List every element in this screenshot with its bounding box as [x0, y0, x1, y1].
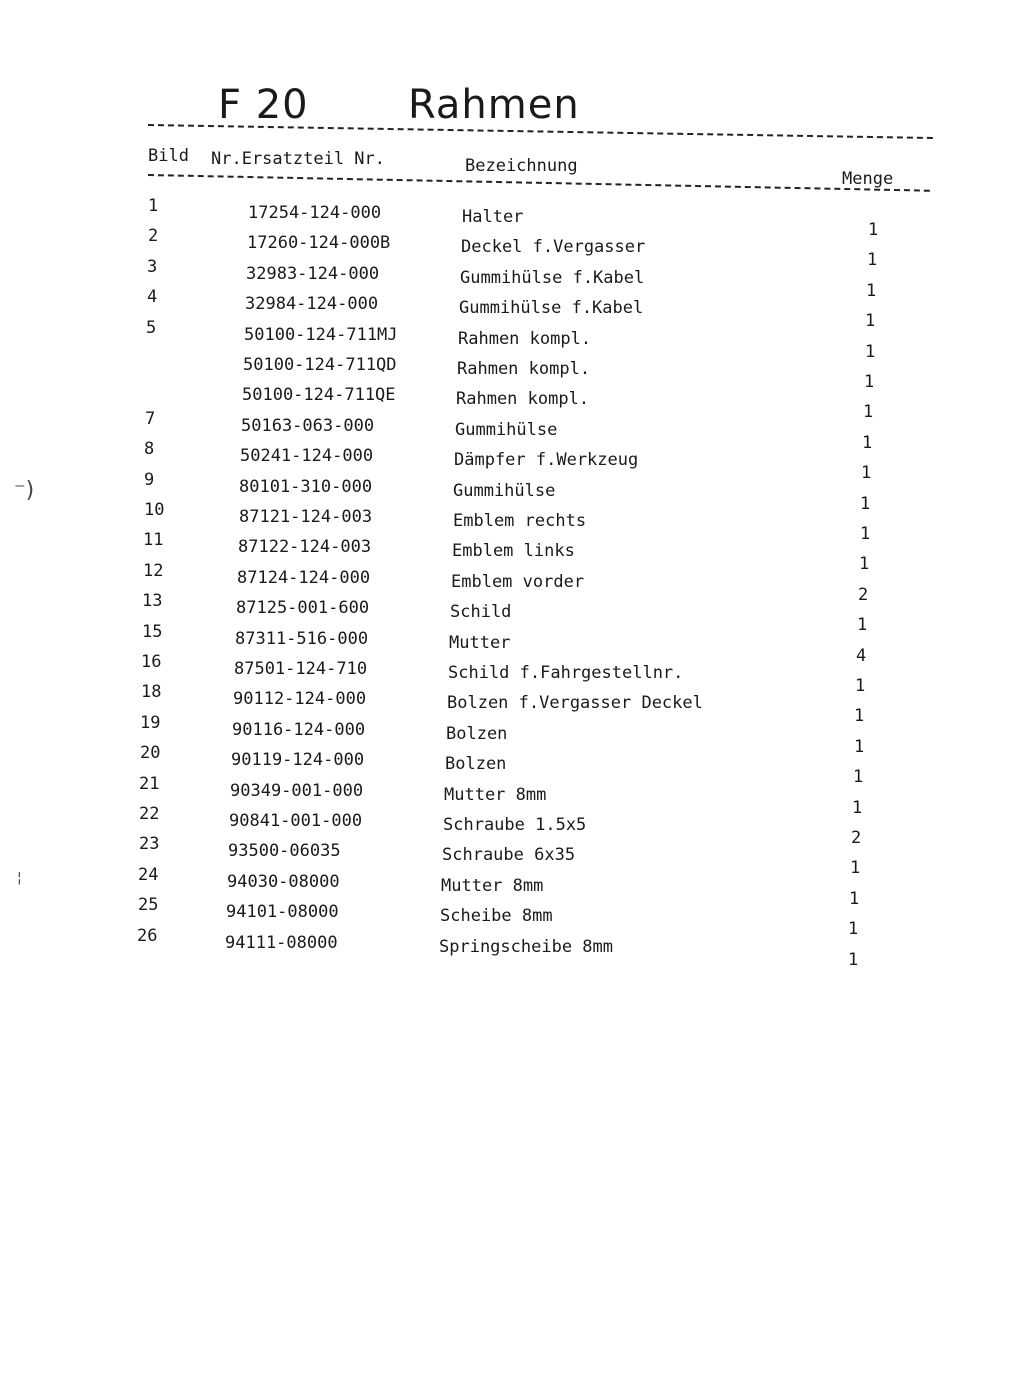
cell-ersatzteil-nr: 90119-124-000: [231, 750, 365, 770]
cell-bezeichnung: Bolzen: [445, 754, 507, 774]
cell-bezeichnung: Bolzen: [446, 724, 508, 744]
cell-ersatzteil-nr: 17254-124-000: [248, 203, 382, 223]
cell-menge: 1: [862, 433, 873, 453]
cell-ersatzteil-nr: 87125-001-600: [236, 598, 370, 618]
cell-ersatzteil-nr: 90116-124-000: [232, 720, 366, 740]
scan-mark-left: ⁻): [14, 478, 35, 503]
cell-bild: 7: [145, 409, 156, 429]
cell-menge: 2: [851, 828, 862, 848]
cell-menge: 2: [858, 585, 869, 605]
cell-menge: 1: [865, 311, 876, 331]
cell-bild: 12: [143, 561, 164, 581]
cell-bezeichnung: Halter: [462, 207, 524, 227]
cell-ersatzteil-nr: 93500-06035: [228, 841, 341, 861]
cell-menge: 1: [854, 706, 865, 726]
cell-menge: 1: [866, 281, 877, 301]
cell-bezeichnung: Gummihülse: [455, 420, 558, 440]
cell-ersatzteil-nr: 87122-124-003: [238, 537, 372, 557]
cell-bezeichnung: Rahmen kompl.: [457, 359, 591, 379]
cell-bezeichnung: Gummihülse f.Kabel: [460, 268, 645, 288]
cell-bezeichnung: Springscheibe 8mm: [439, 937, 613, 957]
cell-bezeichnung: Dämpfer f.Werkzeug: [454, 450, 639, 470]
cell-ersatzteil-nr: 87501-124-710: [234, 659, 368, 679]
cell-bild: 10: [144, 500, 165, 520]
cell-bezeichnung: Rahmen kompl.: [456, 389, 590, 409]
cell-ersatzteil-nr: 90112-124-000: [233, 689, 367, 709]
cell-ersatzteil-nr: 94101-08000: [226, 902, 339, 922]
cell-ersatzteil-nr: 80101-310-000: [239, 477, 373, 497]
scan-mark-left-small: ¦: [17, 870, 22, 886]
cell-menge: 1: [850, 858, 861, 878]
column-header-ersatzteil: Nr.Ersatzteil Nr.: [211, 149, 385, 169]
cell-ersatzteil-nr: 94111-08000: [225, 933, 338, 953]
cell-ersatzteil-nr: 50241-124-000: [240, 446, 374, 466]
cell-ersatzteil-nr: 50163-063-000: [241, 416, 375, 436]
column-header-bild: Bild: [148, 146, 189, 166]
cell-bezeichnung: Gummihülse f.Kabel: [459, 298, 644, 318]
cell-menge: 1: [867, 250, 878, 270]
cell-bild: 21: [139, 774, 160, 794]
cell-bezeichnung: Emblem rechts: [453, 511, 587, 531]
cell-bild: 18: [141, 682, 162, 702]
cell-bezeichnung: Scheibe 8mm: [440, 906, 553, 926]
cell-bild: 11: [143, 530, 164, 550]
cell-bezeichnung: Schild: [450, 602, 512, 622]
cell-bild: 3: [147, 257, 158, 277]
cell-menge: 1: [860, 494, 871, 514]
cell-menge: 1: [857, 615, 868, 635]
cell-ersatzteil-nr: 17260-124-000B: [247, 233, 391, 253]
cell-ersatzteil-nr: 90841-001-000: [229, 811, 363, 831]
cell-ersatzteil-nr: 94030-08000: [227, 872, 340, 892]
cell-ersatzteil-nr: 50100-124-711MJ: [244, 325, 398, 345]
cell-bild: 8: [144, 439, 155, 459]
cell-bezeichnung: Schraube 1.5x5: [443, 815, 587, 835]
cell-menge: 1: [849, 889, 860, 909]
cell-bezeichnung: Rahmen kompl.: [458, 329, 592, 349]
cell-menge: 1: [859, 554, 870, 574]
cell-menge: 1: [848, 950, 859, 970]
cell-bezeichnung: Mutter 8mm: [441, 876, 544, 896]
cell-menge: 1: [863, 402, 874, 422]
cell-bezeichnung: Emblem vorder: [451, 572, 585, 592]
cell-bild: 22: [139, 804, 160, 824]
cell-menge: 1: [855, 676, 866, 696]
cell-bild: 19: [140, 713, 161, 733]
cell-ersatzteil-nr: 32984-124-000: [245, 294, 379, 314]
cell-ersatzteil-nr: 87121-124-003: [239, 507, 373, 527]
cell-ersatzteil-nr: 32983-124-000: [246, 264, 380, 284]
cell-menge: 1: [868, 220, 879, 240]
cell-ersatzteil-nr: 90349-001-000: [230, 781, 364, 801]
cell-ersatzteil-nr: 87124-124-000: [237, 568, 371, 588]
cell-bild: 23: [139, 834, 160, 854]
cell-bild: 26: [137, 926, 158, 946]
cell-ersatzteil-nr: 87311-516-000: [235, 629, 369, 649]
cell-menge: 1: [853, 767, 864, 787]
cell-menge: 1: [865, 342, 876, 362]
cell-ersatzteil-nr: 50100-124-711QD: [243, 355, 397, 375]
cell-bezeichnung: Schild f.Fahrgestellnr.: [448, 663, 684, 683]
cell-bild: 16: [141, 652, 162, 672]
cell-bild: 25: [138, 895, 159, 915]
section-title: Rahmen: [408, 82, 580, 128]
cell-bild: 13: [142, 591, 163, 611]
cell-bild: 24: [138, 865, 159, 885]
cell-bild: 9: [144, 470, 155, 490]
cell-menge: 4: [856, 646, 867, 666]
cell-bezeichnung: Emblem links: [452, 541, 575, 561]
cell-menge: 1: [861, 463, 872, 483]
cell-menge: 1: [854, 737, 865, 757]
cell-bild: 20: [140, 743, 161, 763]
cell-bild: 5: [146, 318, 157, 338]
cell-bezeichnung: Deckel f.Vergasser: [461, 237, 646, 257]
column-header-menge: Menge: [842, 169, 894, 189]
cell-bezeichnung: Mutter: [449, 633, 511, 653]
cell-bild: 1: [148, 196, 159, 216]
cell-menge: 1: [852, 798, 863, 818]
cell-bezeichnung: Bolzen f.Vergasser Deckel: [447, 693, 703, 713]
section-code: F 20: [218, 82, 309, 128]
column-header-bezeichnung: Bezeichnung: [465, 156, 578, 176]
cell-menge: 1: [860, 524, 871, 544]
cell-bild: 4: [147, 287, 158, 307]
cell-bezeichnung: Schraube 6x35: [442, 845, 576, 865]
cell-bild: 2: [148, 226, 159, 246]
cell-ersatzteil-nr: 50100-124-711QE: [242, 385, 396, 405]
cell-menge: 1: [864, 372, 875, 392]
cell-bezeichnung: Mutter 8mm: [444, 785, 547, 805]
cell-menge: 1: [848, 919, 859, 939]
cell-bild: 15: [142, 622, 163, 642]
cell-bezeichnung: Gummihülse: [453, 481, 556, 501]
